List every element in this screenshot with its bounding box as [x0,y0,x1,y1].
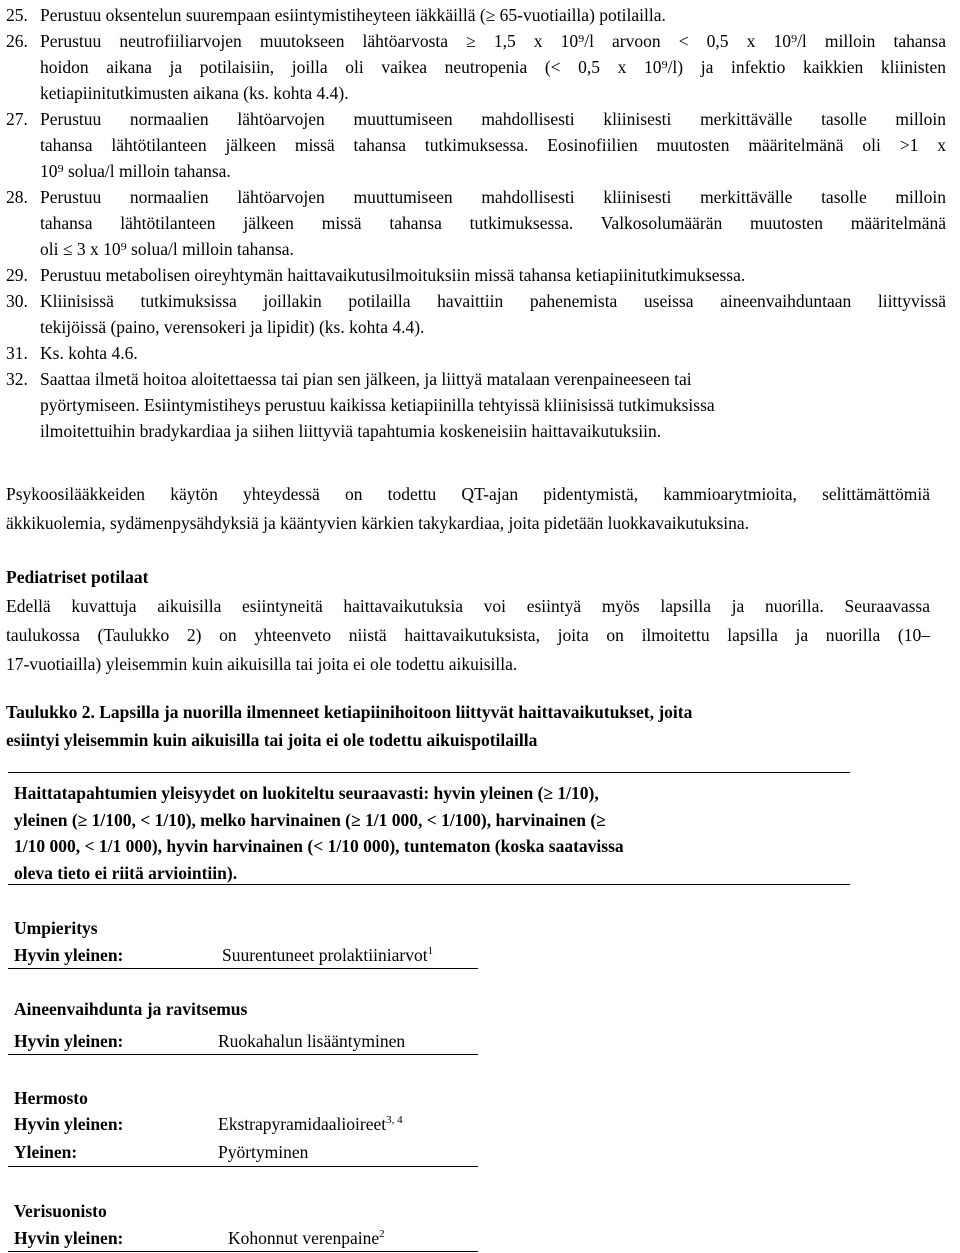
footnote-line: ketiapiinitutkimusten aikana (ks. kohta 4.4). [40,83,349,103]
footnote-line: Saattaa ilmetä hoitoa aloitettaessa tai pian sen jälkeen, ja liittyä matalaan verenpaineeseen tai [40,369,692,389]
frequency-label: Hyvin yleinen: [14,1114,124,1134]
frequency-label: Yleinen: [14,1142,78,1162]
adverse-effect-term: Suurentuneet prolaktiiniarvot$^1$ [222,945,434,965]
footnote-ref: 2 [379,1228,385,1241]
footnote-number: 25. [6,5,28,25]
footnote-line: Perustuu metabolisen oireyhtymän haittavaikutusilmoituksiin missä tahansa ketiapiinitutkimuksessa. [40,265,746,285]
footnote-number: 31. [6,343,28,363]
definition-line: Haittatapahtumien yleisyydet on luokiteltu seuraavasti: hyvin yleinen (≥ 1/10), [14,783,599,803]
row-rule [8,968,478,969]
definition-line: yleinen (≥ 1/100, < 1/10), melko harvinainen (≥ 1/1 000, < 1/100), harvinainen (≥ [14,809,606,830]
footnote-ref: 3, 4 [386,1114,403,1127]
footnote-28 [6,184,946,262]
organ-class-heading: Hermosto [14,1088,88,1108]
pediatric-section [6,563,930,679]
footnote-line: Perustuu normaalien lähtöarvojen muuttumiseen mahdollisesti kliinisesti merkittävälle tasolle milloin [40,187,946,207]
paragraph-line: 17-vuotiailla) yleisemmin kuin aikuisilla tai joita ei ole todettu aikuisilla. [6,654,518,674]
footnote-number: 29. [6,265,28,285]
row-rule [8,1251,478,1252]
definition-line: oleva tieto ei riitä arviointiin). [14,862,238,883]
footnote-line: Ks. kohta 4.6. [40,343,138,363]
footnote-25 [6,2,946,28]
caption-line: Taulukko 2. Lapsilla ja nuorilla ilmenneet ketiapiinihoitoon liittyvät haittavaikutukset, joita [6,702,693,722]
frequency-label: Hyvin yleinen: [14,945,124,965]
row-rule [8,1054,478,1055]
footnote-29 [6,262,946,288]
table-top-rule [8,772,850,773]
paragraph-line: äkkikuolemia, sydämenpysähdyksiä ja kääntyvien kärkien takykardiaa, joita pidetään luokkavaikutuksina. [6,513,750,533]
footnote-line: tahansa lähtötilanteen jälkeen missä tahansa tutkimuksessa. Eosinofiilien muutosten määritelmänä oli >1 x [40,135,946,155]
footnote-number: 26. [6,31,28,51]
footnote-line: hoidon aikana ja potilaisiin, joilla oli vaikea neutropenia (< 0,5 x 10⁹/l) ja infektio kaikkien kliinisten [40,57,946,77]
footnote-line: tahansa lähtötilanteen jälkeen missä tahansa tutkimuksessa. Valkosolumäärän muutosten määritelmänä [40,213,946,233]
footnote-line: oli ≤ 3 x 10⁹ solua/l milloin tahansa. [40,239,294,259]
organ-class-heading: Umpieritys [14,918,98,938]
footnote-30 [6,288,946,340]
footnote-line: 10⁹ solua/l milloin tahansa. [40,161,231,181]
footnote-32 [6,366,946,444]
footnote-line: Perustuu oksentelun suurempaan esiintymistiheyteen iäkkäillä (≥ 65-vuotiailla) potilailla. [40,5,666,25]
paragraph-line: Edellä kuvattuja aikuisilla esiintyneitä haittavaikutuksia voi esiintyä myös lapsilla ja nuorilla. Seuraavassa [6,596,930,616]
organ-class-heading: Verisuonisto [14,1201,107,1221]
table-caption [6,698,906,754]
definition-line: 1/10 000, < 1/1 000), hyvin harvinainen (< 1/10 000), tuntematon (koska saatavissa [14,836,624,856]
row-rule [8,1166,478,1167]
table-header-rule [8,884,850,885]
footnote-list [6,2,946,444]
footnote-26 [6,28,946,106]
footnote-line: Perustuu neutrofiiliarvojen muutokseen lähtöarvosta ≥ 1,5 x 10⁹/l arvoon < 0,5 x 10⁹/l milloin tahansa [40,31,946,51]
footnote-line: ilmoitettuihin bradykardiaa ja siihen liittyviä tapahtumia koskeneisiin haittavaikutuksiin. [40,421,662,441]
frequency-label: Hyvin yleinen: [14,1228,124,1248]
qt-prolongation-paragraph [6,480,930,538]
footnote-31 [6,340,946,366]
paragraph-line: taulukossa (Taulukko 2) on yhteenveto niistä haittavaikutuksista, joita on ilmoitettu lapsilla ja nuorilla (10– [6,625,930,645]
footnote-line: Kliinisissä tutkimuksissa joillakin potilailla havaittiin pahenemista useissa aineenvaihduntaan liittyvissä [40,291,946,311]
footnote-number: 30. [6,291,28,311]
footnote-line: pyörtymiseen. Esiintymistiheys perustuu kaikissa ketiapiinilla tehtyissä kliinisissä tutkimuksissa [40,395,715,415]
frequency-definition [14,780,844,886]
adverse-effect-term: Ruokahalun lisääntyminen [218,1031,406,1051]
adverse-effect-term: Pyörtyminen [218,1142,309,1162]
footnote-27 [6,106,946,184]
footnote-line: Perustuu normaalien lähtöarvojen muuttumiseen mahdollisesti kliinisesti merkittävälle tasolle milloin [40,109,946,129]
organ-class-heading: Aineenvaihdunta ja ravitsemus [14,999,248,1019]
footnote-number: 28. [6,187,28,207]
adverse-effect-term: Kohonnut verenpaine$^2$ [228,1228,385,1248]
paragraph-line: Psykoosilääkkeiden käytön yhteydessä on todettu QT-ajan pidentymistä, kammioarytmioita, selittämättömiä [6,484,930,504]
footnote-number: 27. [6,109,28,129]
section-heading: Pediatriset potilaat [6,567,149,587]
footnote-line: tekijöissä (paino, verensokeri ja lipidit) (ks. kohta 4.4). [40,317,425,337]
adverse-effect-term: Ekstrapyramidaalioireet$^{3, 4}$ [218,1114,403,1134]
footnote-ref: 1 [427,945,434,958]
footnote-number: 32. [6,369,28,389]
frequency-label: Hyvin yleinen: [14,1031,124,1051]
caption-line: esiintyi yleisemmin kuin aikuisilla tai joita ei ole todettu aikuispotilailla [6,730,538,750]
